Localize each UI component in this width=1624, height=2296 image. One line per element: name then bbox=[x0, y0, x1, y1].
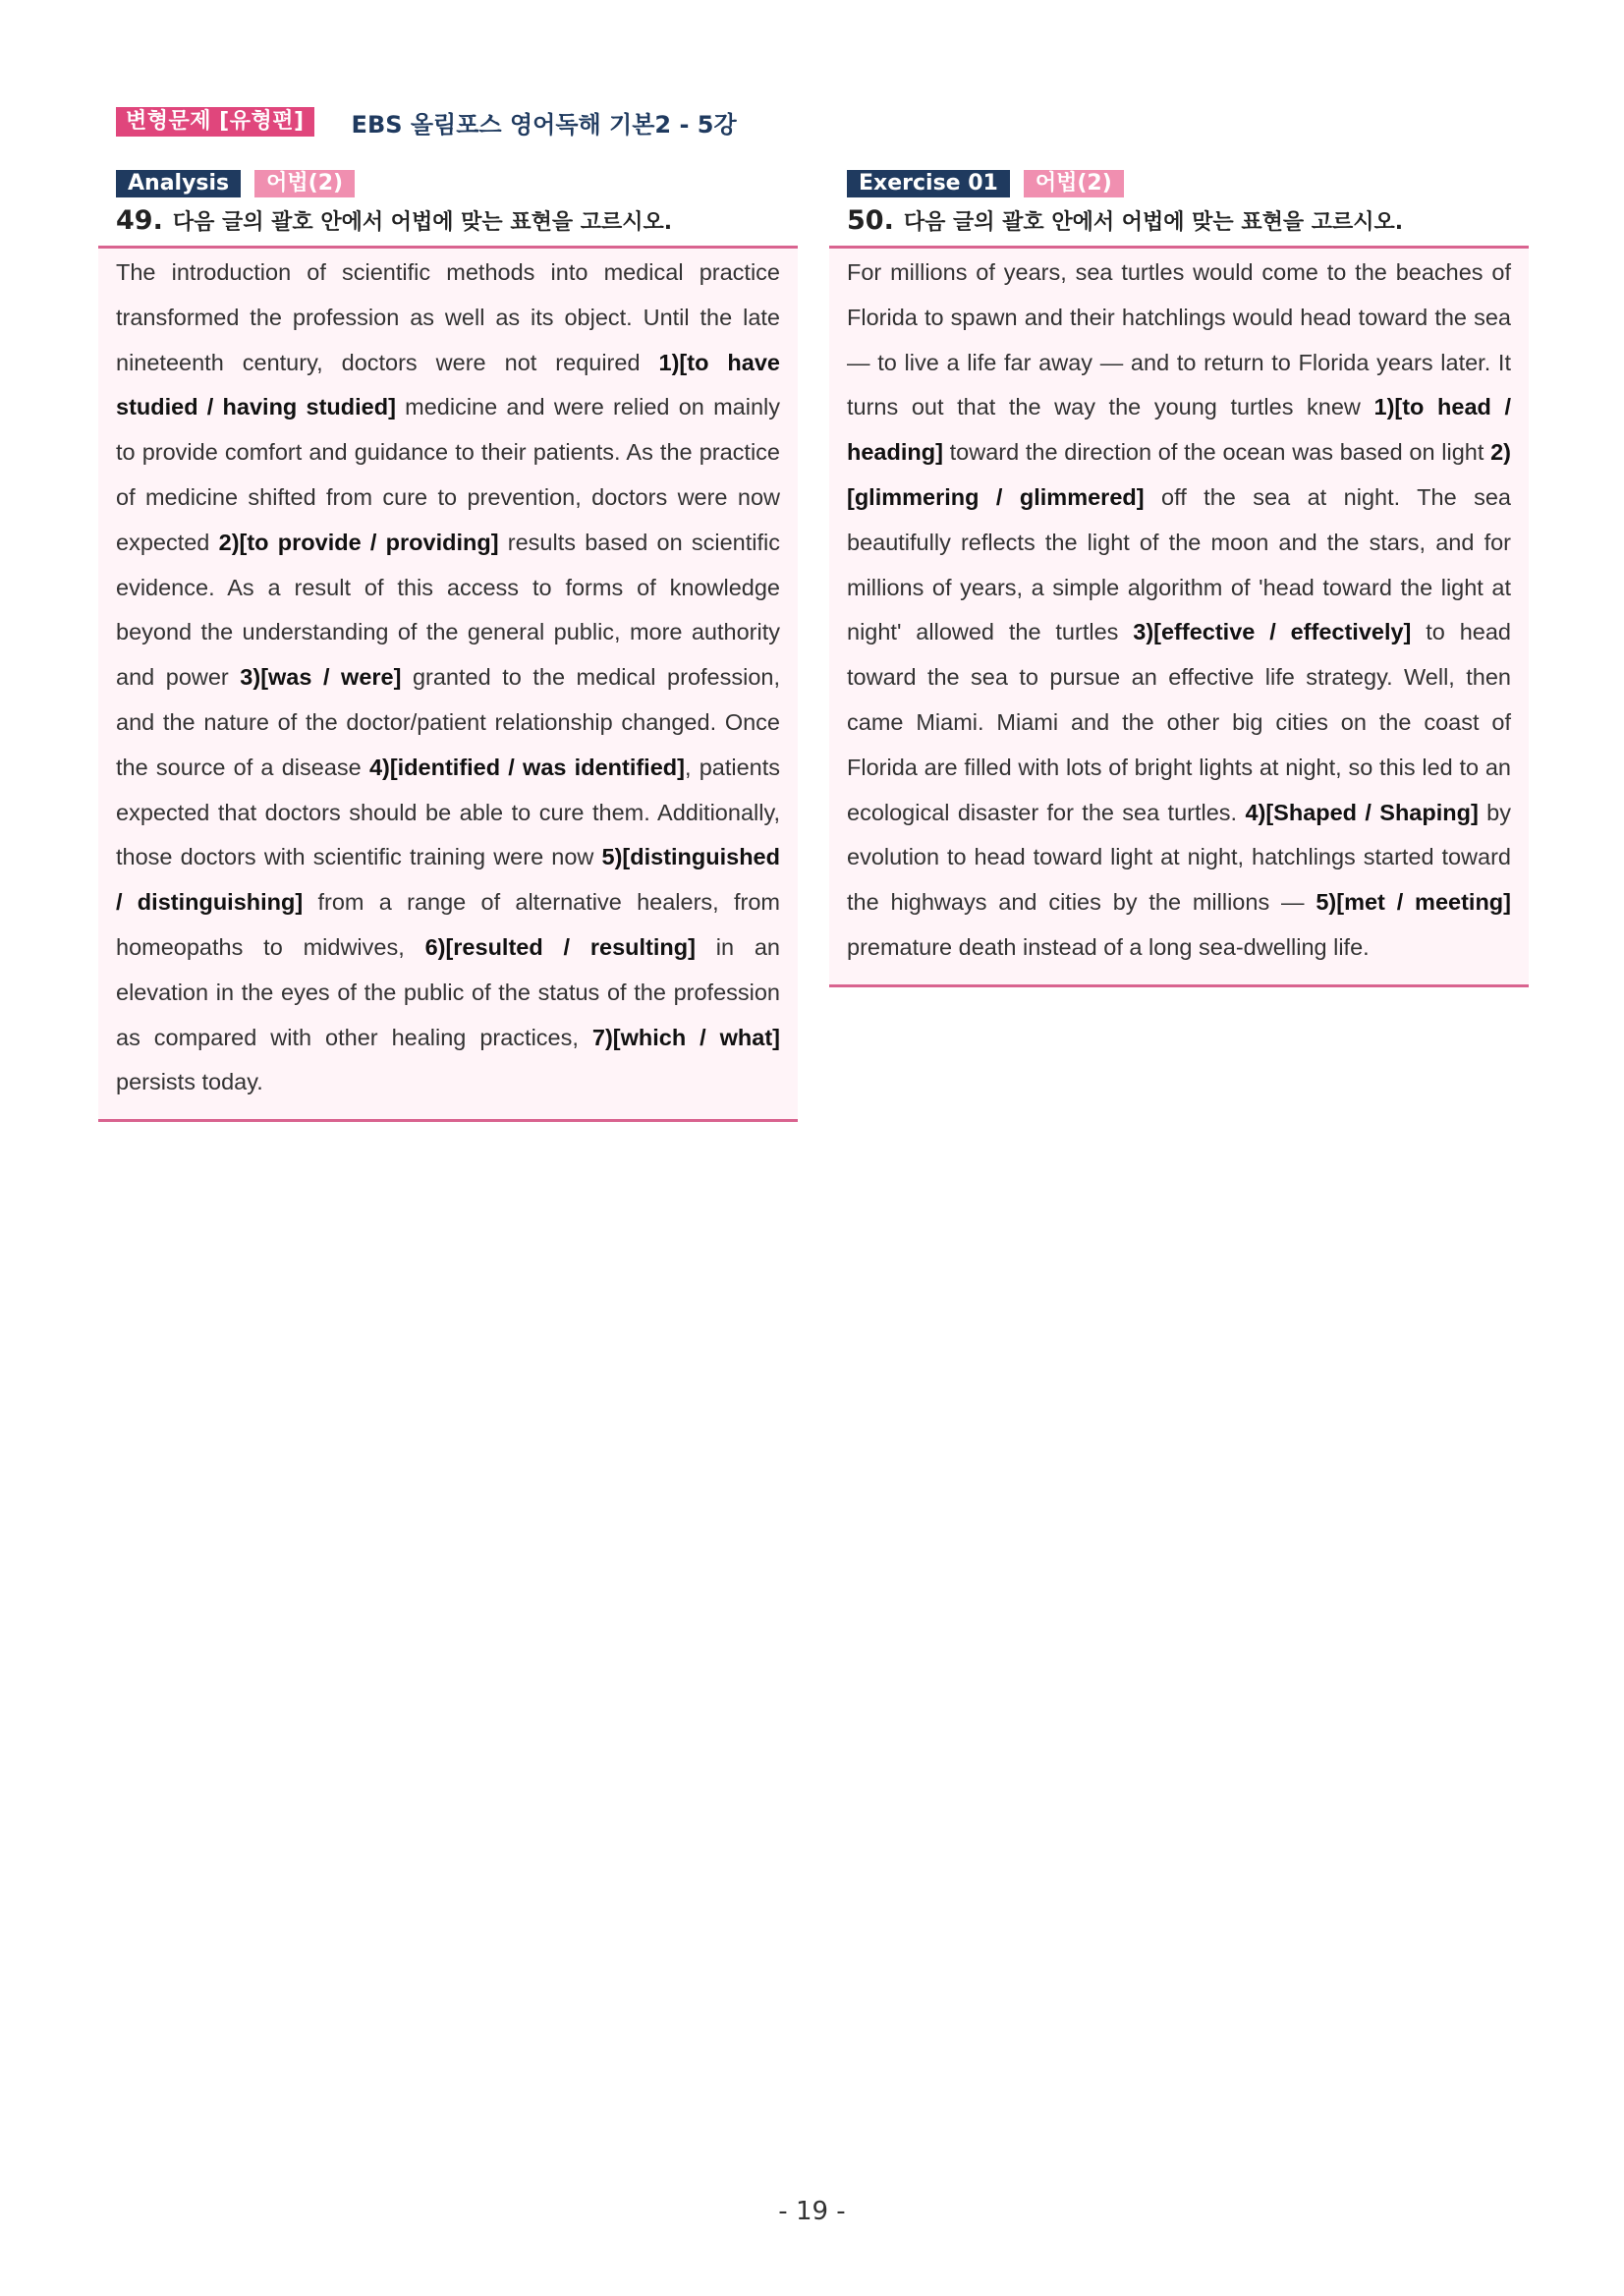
passage-text: The introduction of scientific methods into medical practice transformed the profession as well as its object. Until the late nineteenth century, doctors were not required bbox=[116, 259, 780, 375]
left-column bbox=[98, 167, 798, 1122]
choice-2: 2)[to provide / providing] bbox=[218, 529, 499, 555]
type-tag: 변형문제 [유형편] bbox=[116, 107, 314, 137]
page-title: EBS 올림포스 영어독해 기본2 - 5강 bbox=[351, 110, 737, 139]
passage-text: premature death instead of a long sea-dwelling life. bbox=[847, 933, 1370, 960]
question-text: 다음 글의 괄호 안에서 어법에 맞는 표현을 고르시오. bbox=[903, 209, 1404, 235]
choice-1: 1)[to have studied / having studied] bbox=[116, 349, 780, 420]
left-labels bbox=[98, 167, 798, 200]
passage-text: medicine and were relied on mainly to provide comfort and guidance to their patients. As the practice of medicine shifted from cure to prevention, doctors were now expected bbox=[116, 394, 781, 555]
page-header bbox=[116, 104, 737, 140]
passage-text: results based on scientific evidence. As a result of this access to forms of knowledge beyond the understanding of the general public, more authority and power bbox=[116, 529, 780, 691]
choice-5: 5)[met / meeting] bbox=[1316, 889, 1511, 916]
passage-text: toward the direction of the ocean was based on light bbox=[942, 439, 1491, 466]
question-line bbox=[98, 200, 798, 240]
question-line bbox=[829, 200, 1529, 240]
question-number: 50. bbox=[847, 204, 894, 236]
section-label: Analysis bbox=[116, 170, 241, 197]
passage-text: persists today. bbox=[116, 1069, 263, 1095]
category-label: 어법(2) bbox=[254, 170, 355, 197]
passage-text: For millions of years, sea turtles would come to the beaches of Florida to spawn and their hatchlings would head toward the sea — to live a life far away — and to return to Florida years later. It turns out that the way the young turtles knew bbox=[847, 259, 1511, 420]
passage-text: off the sea at night. The sea beautifully reflects the light of the moon and the stars, and for millions of years, a simple algorithm of 'head toward the light at night' allowed the turtles bbox=[847, 483, 1511, 645]
passage-text: in an elevation in the eyes of the public of the status of the profession as compared with other healing practices, bbox=[116, 933, 781, 1050]
passage-text: , patients expected that doctors should be able to cure them. Additionally, those doctors with scientific training were now bbox=[116, 754, 781, 870]
choice-5: 5)[distinguished / distinguishing] bbox=[116, 844, 780, 916]
right-labels bbox=[829, 167, 1529, 200]
page-number: - 19 - bbox=[778, 2197, 846, 2226]
passage-text: from a range of alternative healers, from homeopaths to midwives, bbox=[116, 889, 780, 960]
choice-3: 3)[effective / effectively] bbox=[1133, 619, 1412, 645]
category-label: 어법(2) bbox=[1024, 170, 1124, 197]
passage-panel bbox=[98, 246, 798, 1122]
right-column bbox=[829, 167, 1529, 987]
choice-4: 4)[identified / was identified] bbox=[368, 754, 685, 780]
passage-panel bbox=[829, 246, 1529, 987]
section-label: Exercise 01 bbox=[847, 170, 1010, 197]
choice-7: 7)[which / what] bbox=[591, 1024, 781, 1050]
passage-text: by evolution to head toward light at night, hatchlings started toward the highways and cities by the millions — bbox=[847, 799, 1511, 916]
choice-6: 6)[resulted / resulting] bbox=[424, 933, 696, 960]
question-number: 49. bbox=[116, 204, 163, 236]
passage-text: granted to the medical profession, and the nature of the doctor/patient relationship changed. Once the source of a disease bbox=[116, 664, 781, 780]
choice-1: 1)[to head / heading] bbox=[847, 394, 1511, 466]
choice-3: 3)[was / were] bbox=[240, 664, 402, 691]
choice-2: 2)[glimmering / glimmered] bbox=[847, 439, 1511, 510]
choice-4: 4)[Shaped / Shaping] bbox=[1245, 799, 1479, 825]
passage-text: to head toward the sea to pursue an effective life strategy. Well, then came Miami. Miami and the other big cities on the coast of Florida are filled with lots of bright lights at night, so this led to an ecological disaster for the sea turtles. bbox=[847, 619, 1511, 825]
question-text: 다음 글의 괄호 안에서 어법에 맞는 표현을 고르시오. bbox=[172, 209, 673, 235]
